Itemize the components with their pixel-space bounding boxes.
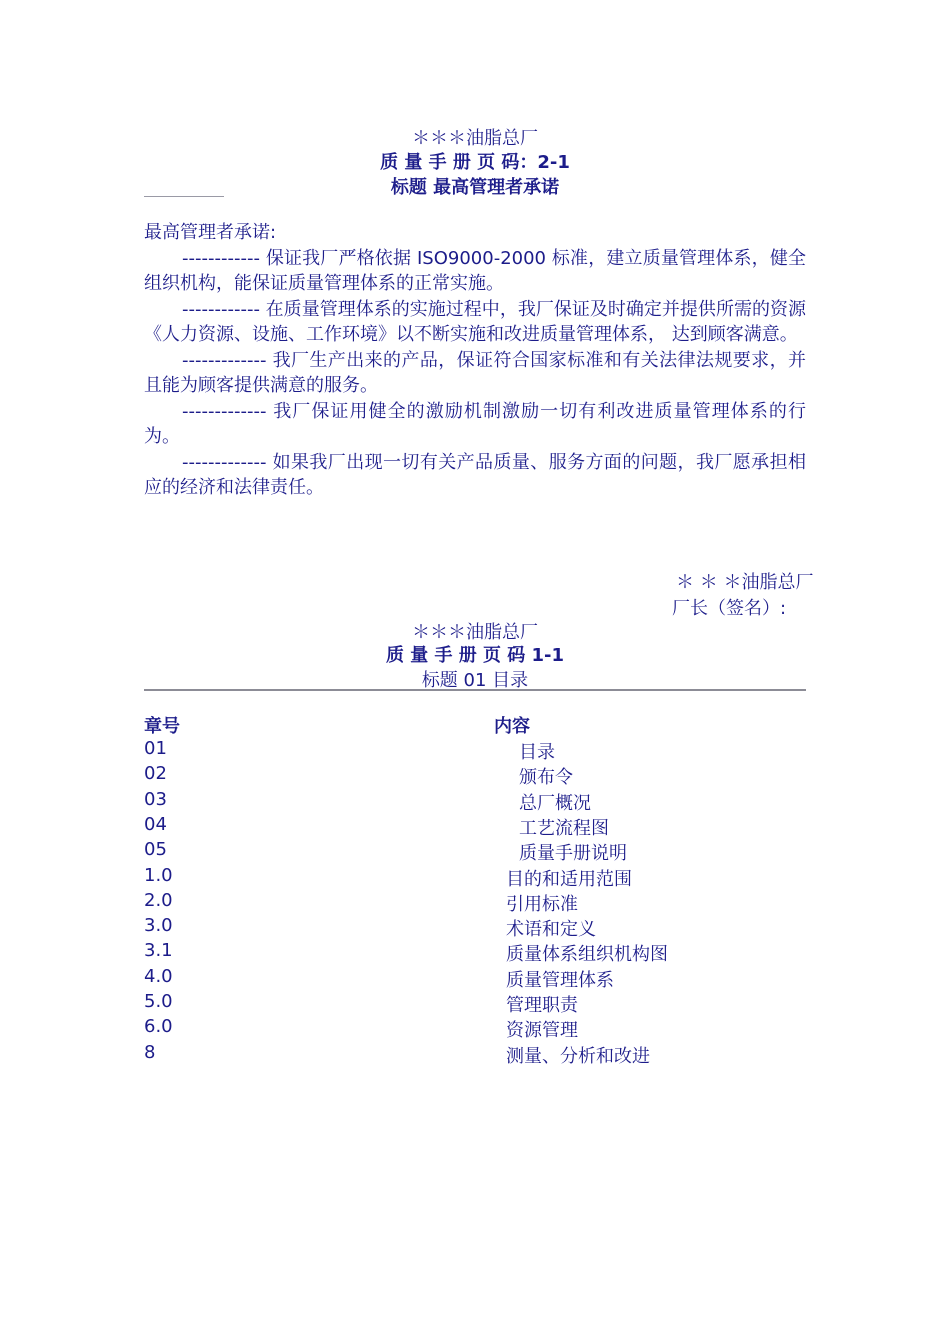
toc-chapter-number: 4.0	[144, 965, 173, 987]
section-title: 标题 01 目录	[421, 670, 529, 691]
toc-chapter-header: 章号	[144, 716, 180, 737]
toc-chapter-title: 引用标准	[506, 893, 578, 915]
toc-chapter-title: 工艺流程图	[519, 817, 609, 839]
toc-chapter-title: 目录	[519, 742, 555, 763]
toc-chapter-title: 管理职责	[506, 995, 578, 1016]
toc-chapter-title: 质量管理体系	[506, 969, 614, 991]
signature-director: 厂长（签名）:	[672, 598, 787, 619]
toc-chapter-title: 资源管理	[506, 1020, 578, 1042]
toc-row	[0, 839, 950, 864]
toc-row	[0, 1042, 950, 1067]
toc-row	[0, 991, 950, 1016]
signature-company: ＊ ＊ ＊油脂总厂	[676, 572, 814, 593]
commitment-item: ------------ 保证我厂严格依据 ISO9000-2000 标准，建立质量管理体系，健全组织机构，能保证质量管理体系的正常实施。	[144, 247, 806, 294]
toc-chapter-number: 6.0	[144, 1016, 173, 1038]
toc-content-header: 内容	[494, 716, 530, 737]
toc-chapter-number: 3.0	[144, 915, 173, 937]
short-divider	[144, 196, 224, 197]
toc-row	[0, 865, 950, 890]
toc-chapter-title: 测量、分析和改进	[506, 1045, 650, 1067]
toc-chapter-title: 颁布令	[519, 767, 573, 789]
manual-page-code: 质 量 手 册 页 码：2-1	[380, 152, 570, 173]
commitment-item: ------------- 如果我厂出现一切有关产品质量、服务方面的问题，我厂愿承担相应的经济和法律责任。	[144, 451, 806, 498]
toc-chapter-number: 01	[144, 738, 167, 759]
toc-chapter-number: 05	[144, 839, 167, 861]
toc-chapter-number: 1.0	[144, 864, 173, 886]
manual-page-code: 质 量 手 册 页 码 1-1	[385, 645, 565, 666]
toc-row	[0, 789, 950, 814]
company-name-header: ＊＊＊油脂总厂	[412, 622, 538, 643]
toc-chapter-title: 总厂概况	[519, 792, 591, 814]
toc-chapter-number: 5.0	[144, 991, 173, 1012]
company-name-header: ＊＊＊油脂总厂	[412, 128, 538, 149]
toc-chapter-title: 目的和适用范围	[506, 868, 632, 890]
toc-chapter-title: 质量体系组织机构图	[506, 944, 668, 966]
commitment-item: ------------- 我厂生产出来的产品，保证符合国家标准和有关法律法规要求，并且能为顾客提供满意的服务。	[144, 349, 806, 396]
toc-chapter-number: 8	[144, 1041, 156, 1063]
commitment-item: ------------- 我厂保证用健全的激励机制激励一切有利改进质量管理体系的行为。	[144, 400, 806, 447]
header-divider	[144, 689, 806, 691]
toc-row	[0, 915, 950, 940]
toc-row	[0, 814, 950, 839]
toc-chapter-number: 04	[144, 813, 167, 835]
toc-chapter-number: 02	[144, 763, 167, 785]
toc-row	[0, 966, 950, 991]
toc-row	[0, 940, 950, 965]
section-title: 标题 最高管理者承诺	[390, 177, 560, 198]
toc-row	[0, 763, 950, 788]
toc-row	[0, 890, 950, 915]
commitment-heading: 最高管理者承诺:	[144, 222, 277, 243]
toc-chapter-title: 术语和定义	[506, 919, 596, 941]
toc-chapter-number: 03	[144, 788, 167, 810]
toc-chapter-number: 2.0	[144, 889, 173, 911]
toc-chapter-number: 3.1	[144, 940, 173, 962]
toc-row	[0, 738, 950, 763]
commitment-item: ------------ 在质量管理体系的实施过程中，我厂保证及时确定并提供所需的资源《人力资源、设施、工作环境》以不断实施和改进质量管理体系， 达到顾客满意。	[144, 298, 806, 345]
commitment-section	[144, 220, 806, 501]
toc-row	[0, 1016, 950, 1041]
toc-chapter-title: 质量手册说明	[519, 843, 627, 865]
